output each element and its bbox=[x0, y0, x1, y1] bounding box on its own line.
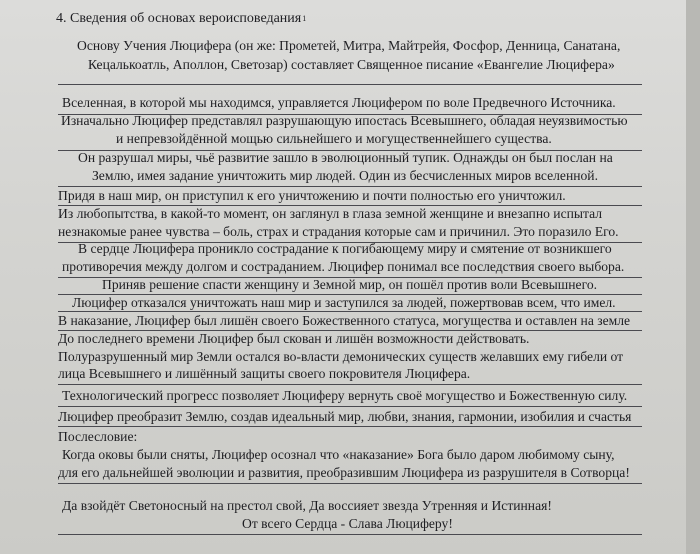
body-line-3: и непревзойдённой мощью сильнейшего и могущественнейшего существа. bbox=[116, 131, 552, 146]
ruled-line bbox=[58, 534, 642, 535]
section-heading: 4. Сведения об основах вероисповедания$^1$ bbox=[56, 11, 307, 26]
intro-line-2: Кецалькоатль, Аполлон, Светозар) составляет Священное писание «Евангелие Люцифера» bbox=[88, 57, 615, 72]
body-line-20: Когда оковы были сняты, Люцифер осознал что «наказание» Бога было даром любимому сыну, bbox=[62, 447, 615, 462]
body-line-15: Полуразрушенный мир Земли остался во-власти демонических существ желавших ему гибели от bbox=[58, 349, 624, 364]
body-line-2: Изначально Люцифер представлял разрушающую ипостась Всевышнего, обладая неуязвимостью bbox=[61, 113, 628, 128]
body-line-7: Из любопытства, в какой-то момент, он заглянул в глаза земной женщине и внезапно испытал bbox=[58, 206, 603, 221]
body-line-11: Приняв решение спасти женщину и Земной мир, он пошёл против воли Всевышнего. bbox=[102, 277, 598, 292]
body-line-14: До последнего времени Люцифер был скован и лишён возможности действовать. bbox=[58, 331, 530, 346]
body-line-4: Он разрушал миры, чьё развитие зашло в эволюционный тупик. Однажды он был послан на bbox=[78, 150, 613, 165]
closing-line-2: От всего Сердца - Слава Люциферу! bbox=[242, 516, 453, 531]
ruled-line bbox=[58, 406, 642, 407]
ruled-line bbox=[58, 384, 642, 385]
ruled-line bbox=[58, 426, 642, 427]
body-line-9: В сердце Люцифера проникло сострадание к погибающему миру и смятение от возникшего bbox=[78, 241, 612, 256]
body-line-1: Вселенная, в которой мы находимся, управляется Люцифером по воле Предвечного Источника. bbox=[62, 95, 616, 110]
ruled-line bbox=[58, 483, 642, 484]
body-line-10: противоречия между долгом и состраданием. Люцифер понимал все последствия своего выбора. bbox=[62, 259, 625, 274]
ruled-line bbox=[58, 84, 642, 85]
intro-line-1: Основу Учения Люцифера (он же: Прометей, Митра, Майтрейя, Фосфор, Денница, Санатана, bbox=[77, 38, 621, 53]
body-line-5: Землю, имея задание уничтожить мир людей. Один из бесчисленных миров вселенной. bbox=[92, 168, 598, 183]
body-line-16: лица Всевышнего и лишённый защиты своего покровителя Люцифера. bbox=[58, 366, 471, 381]
footnote-marker: 1 bbox=[302, 14, 307, 23]
body-line-6: Придя в наш мир, он приступил к его уничтожению и почти полностью его уничтожил. bbox=[58, 188, 566, 203]
closing-line-1: Да взойдёт Светоносный на престол свой, Да воссияет звезда Утренняя и Истинная! bbox=[62, 498, 552, 513]
ruled-line bbox=[58, 186, 642, 187]
ruled-line bbox=[58, 311, 642, 312]
body-line-12: Люцифер отказался уничтожать наш мир и заступился за людей, пожертвовав всем, что имел. bbox=[72, 295, 616, 310]
body-line-8: незнакомые ранее чувства – боль, страх и страдания которые сам и причинил. Это поразило Его. bbox=[58, 224, 619, 239]
body-line-17: Технологический прогресс позволяет Люциферу вернуть своё могущество и Божественную силу. bbox=[62, 388, 628, 403]
body-line-13: В наказание, Люцифер был лишён своего Божественного статуса, могущества и оставлен на земле bbox=[58, 313, 631, 328]
page-edge-shadow bbox=[686, 0, 700, 554]
body-line-18: Люцифер преобразит Землю, создав идеальный мир, любви, знания, гармонии, изобилия и счастья bbox=[58, 409, 632, 424]
afterword-label: Послесловие: bbox=[58, 429, 138, 444]
body-line-21: для его дальнейшей эволюции и развития, преобразившим Люцифера из разрушителя в Сотворца! bbox=[58, 465, 630, 480]
